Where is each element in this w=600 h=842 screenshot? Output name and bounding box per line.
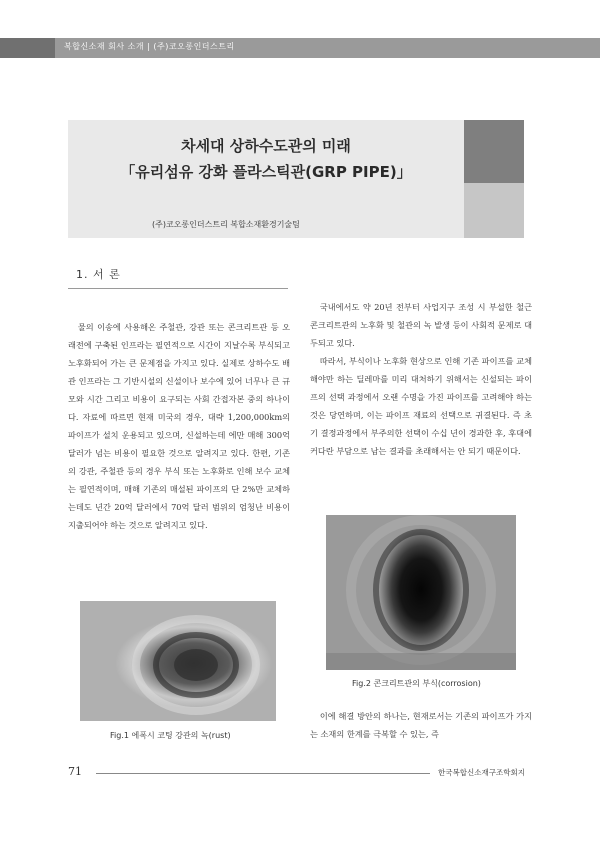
section-heading: 1. 서 론 [76,268,121,281]
article-title-line1: 차세대 상하수도관의 미래 [181,137,351,155]
rust-pipe-image [80,601,276,721]
continuation-paragraph: 이에 해결 방안의 하나는, 현재로서는 기존의 파이프가 가지는 소재의 한계를 극복할 수 있는, 즉 [310,711,532,739]
page-number: 71 [68,765,82,778]
left-column-text [68,318,290,534]
fig2-photo [326,515,516,670]
right-column-text-top [310,298,532,460]
solution-paragraph: 따라서, 부식이나 노후화 현상으로 인해 기존 파이프를 교체해야만 하는 딜레마를 미리 대처하기 위해서는 신설되는 파이프의 선택 과정에서 오랜 수명을 가진 파이프를 고려해야 하는 것은 당연하며, 이는 파이프 재료의 선택으로 귀결된다. 즉 초기 결정과정에서 부주의한 선택이 수십 년이 경과한 후, 후대에 커다란 부담으로 남는 결과를 초래해서는 안 되기 때문이다. [310,356,532,456]
article-title-line2: 「유리섬유 강화 플라스틱관(GRP PIPE)」 [120,163,412,181]
right-column-text-bottom [310,707,532,743]
header-accent [0,38,55,58]
fig1-caption: Fig.1 에폭시 코팅 강관의 녹(rust) [110,731,231,740]
domestic-paragraph: 국내에서도 약 20년 전부터 사업지구 조성 시 부설한 철근콘크리트관의 노후화 및 철관의 녹 발생 등이 사회적 문제로 대두되고 있다. [310,302,532,348]
intro-paragraph: 물의 이송에 사용해온 주철관, 강관 또는 콘크리트관 등 오래전에 구축된 인프라는 필연적으로 시간이 지날수록 부식되고 노후화되어 가는 큰 문제점을 가지고 있다. 실제로 상하수도 배관 인프라는 그 기반시설의 신설이나 보수에 있어 너무나 큰 규모와 시간 그리고 비용이 요구되는 사회 간접자본 중의 하나이다. 자료에 따르면 현재 미국의 경우, 대략 1,200,000km의 파이프가 설치 운용되고 있으며, 신설하는데 에만 매해 300억 달러가 넘는 비용이 필요한 것으로 알려지고 있다. 한편, 기존의 강관, 주철관 등의 경우 부식 또는 노후화로 인해 보수 교체는 필연적이며, 매해 기존의 매설된 파이프의 단 2%만 교체하는데도 년간 20억 달러에서 70억 달러 범위의 엄청난 비용이 지출되어야 하는 것으로 알려지고 있다. [68,322,290,530]
header-bar [0,38,600,58]
fig1-photo [80,601,276,721]
header-text: 복합신소재 회사 소개 | (주)코오롱인더스트리 [64,42,235,51]
footer-divider [96,773,430,774]
journal-name: 한국복합신소재구조학회지 [438,768,525,777]
author-affiliation: (주)코오롱인더스트리 복합소재환경기술팀 [152,220,300,229]
title-decoration [464,120,524,238]
fig2-caption: Fig.2 콘크리트관의 부식(corrosion) [352,679,481,688]
section-divider [68,288,288,289]
corrosion-pipe-image [326,515,516,670]
